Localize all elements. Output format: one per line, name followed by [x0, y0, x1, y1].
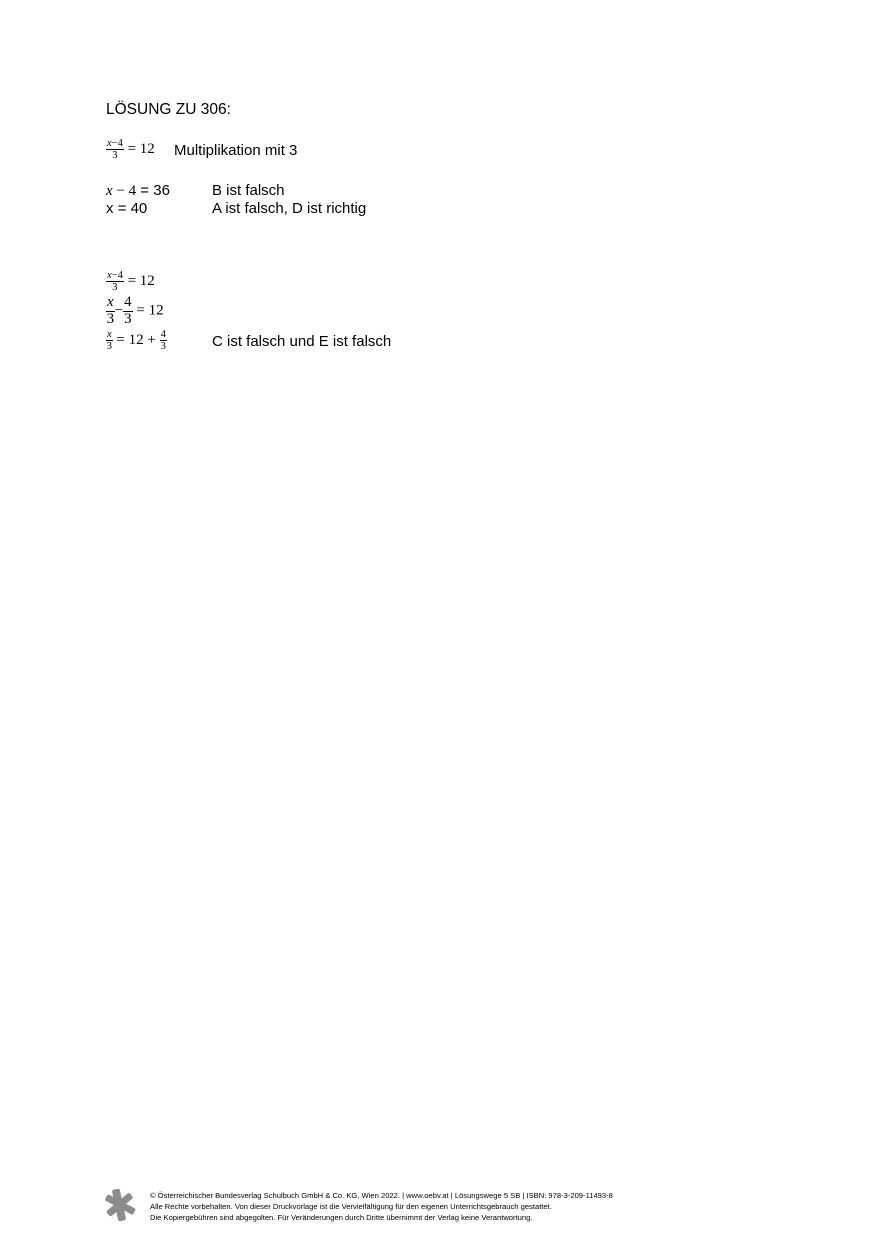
footer-line-3: Die Kopiergebühren sind abgegolten. Für Veränderungen durch Dritte übernimmt der Verlag keine Verantwortung.: [150, 1213, 533, 1222]
fraction-x-over-3: $\frac{x}{3}$: [106, 294, 115, 327]
alt-equation-line1: $\frac{x-4}{3}$ = 12: [107, 270, 155, 294]
fraction-4-over-3: $\frac{4}{3}$: [124, 294, 132, 327]
alt-line3-note: C ist falsch und E ist falsch: [212, 333, 392, 350]
oebv-asterisk-logo-icon: [103, 1188, 137, 1222]
fraction-x-over-3: $\frac{x}{3}$: [106, 329, 112, 353]
fraction-x-minus-4-over-3: $\frac{x-4}{3}$: [107, 138, 123, 162]
equation-step1: [106, 138, 155, 161]
step2-note: B ist falsch: [212, 182, 285, 199]
fraction-4-over-3: $\frac{4}{3}$: [160, 329, 166, 353]
footer-line-2: Alle Rechte vorbehalten. Von dieser Druckvorlage ist die Vervielfältigung für den eigenen Unterrichtsgebrauch gestattet.: [150, 1202, 552, 1211]
alt-equation-line2: $\frac{x}{3}$ − $\frac{4}{3}$ = 12: [106, 294, 164, 327]
equation-step3: x = 40: [106, 200, 148, 217]
step3-note: A ist falsch, D ist richtig: [212, 200, 367, 217]
fraction-x-minus-4-over-3: $\frac{x-4}{3}$: [107, 270, 123, 294]
step1-note: Multiplikation mit 3: [174, 142, 298, 159]
equation-rhs: = 12: [127, 140, 155, 157]
copyright-footer: [150, 1190, 613, 1223]
footer-line-1: © Österreichischer Bundesverlag Schulbuch GmbH & Co. KG, Wien 2022. | www.oebv.at | Lösungswege 5 SB | ISBN: 978-3-209-11493-8: [150, 1191, 613, 1200]
equation-step2: x − 4 = 36: [106, 182, 170, 199]
solution-heading: LÖSUNG ZU 306:: [106, 101, 231, 118]
alt-equation-line3: $\frac{x}{3}$ = 12 + $\frac{4}{3}$: [106, 329, 166, 353]
